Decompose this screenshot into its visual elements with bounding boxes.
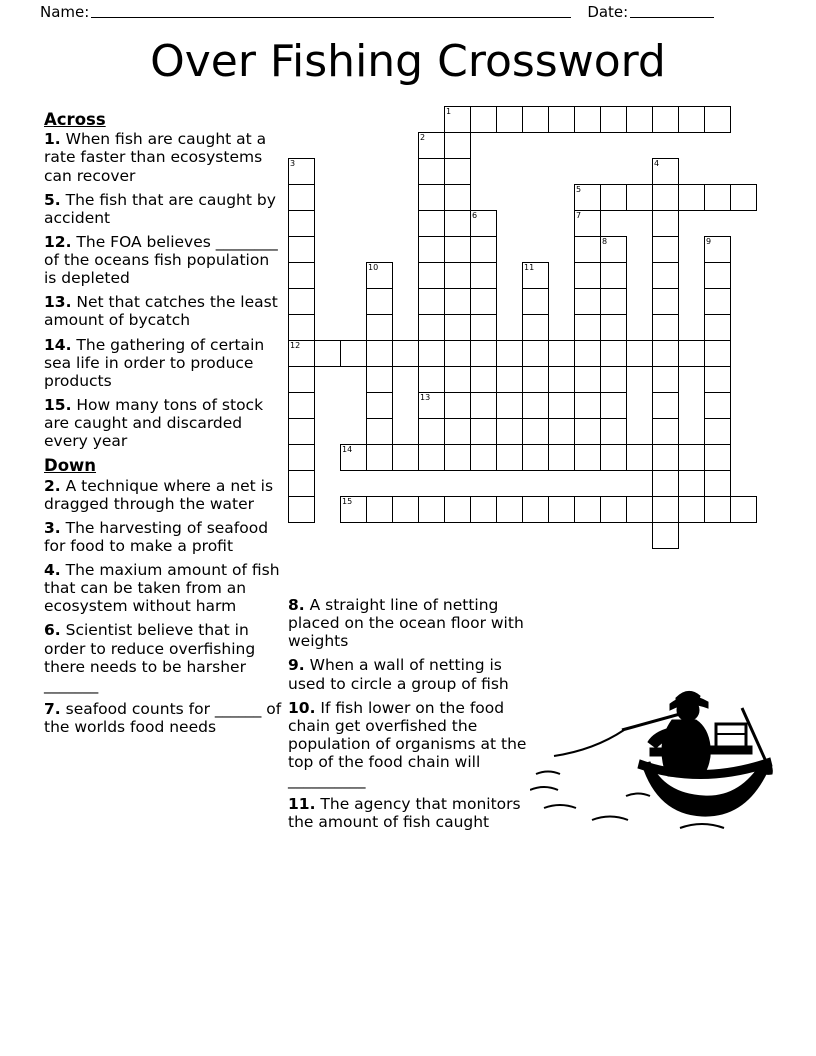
grid-cell[interactable]: [574, 262, 601, 289]
grid-cell[interactable]: [444, 158, 471, 185]
grid-cell[interactable]: [704, 236, 731, 263]
grid-cell[interactable]: [470, 392, 497, 419]
grid-cell[interactable]: [678, 106, 705, 133]
clues-column-middle: [288, 596, 528, 838]
grid-cell[interactable]: [704, 444, 731, 471]
across-clue-12: [44, 233, 284, 287]
clue-number: 14.: [44, 335, 72, 354]
grid-cell[interactable]: [496, 340, 523, 367]
grid-cell[interactable]: [496, 496, 523, 523]
clue-text: If fish lower on the food chain get overfished the population of organisms at the top of the food chain will __________: [288, 698, 527, 790]
grid-cell[interactable]: [418, 418, 445, 445]
grid-cell-number: 2: [420, 133, 426, 142]
grid-cell[interactable]: [600, 106, 627, 133]
grid-cell[interactable]: [600, 262, 627, 289]
grid-cell[interactable]: [366, 340, 393, 367]
crossword-grid[interactable]: [288, 106, 784, 592]
grid-cell-number: 13: [420, 393, 431, 402]
down-clue-4: [44, 561, 284, 615]
clue-number: 7.: [44, 699, 61, 718]
grid-cell[interactable]: [470, 210, 497, 237]
clue-text: How many tons of stock are caught and discarded every year: [44, 395, 264, 451]
grid-cell[interactable]: [314, 340, 341, 367]
grid-cell-number: 7: [576, 211, 582, 220]
grid-cell[interactable]: [574, 392, 601, 419]
grid-cell[interactable]: [366, 314, 393, 341]
grid-cell[interactable]: [574, 418, 601, 445]
grid-cell[interactable]: [470, 262, 497, 289]
grid-cell[interactable]: [626, 496, 653, 523]
grid-cell[interactable]: [652, 444, 679, 471]
grid-cell[interactable]: [626, 184, 653, 211]
grid-cell[interactable]: [288, 496, 315, 523]
grid-cell[interactable]: [418, 340, 445, 367]
grid-cell[interactable]: [288, 236, 315, 263]
grid-cell[interactable]: [600, 184, 627, 211]
grid-cell[interactable]: [574, 106, 601, 133]
grid-cell[interactable]: [392, 496, 419, 523]
across-clue-list: [44, 130, 284, 450]
grid-cell[interactable]: [574, 444, 601, 471]
grid-cell[interactable]: [418, 262, 445, 289]
down-clue-2: [44, 477, 284, 513]
clue-text: The harvesting of seafood for food to make a profit: [44, 518, 269, 555]
grid-cell[interactable]: [600, 392, 627, 419]
grid-cell[interactable]: [600, 340, 627, 367]
grid-cell[interactable]: [288, 418, 315, 445]
clue-text: When fish are caught at a rate faster than ecosystems can recover: [44, 130, 267, 185]
grid-cell[interactable]: [704, 106, 731, 133]
grid-cell[interactable]: [652, 522, 679, 549]
grid-cell[interactable]: [470, 106, 497, 133]
grid-cell[interactable]: [288, 366, 315, 393]
clue-number: 3.: [44, 518, 61, 537]
grid-cell[interactable]: [366, 366, 393, 393]
grid-cell[interactable]: [496, 106, 523, 133]
grid-cell[interactable]: [522, 106, 549, 133]
grid-cell[interactable]: [418, 496, 445, 523]
clue-number: 15.: [44, 395, 72, 414]
grid-cell[interactable]: [418, 132, 445, 159]
grid-cell[interactable]: [522, 496, 549, 523]
grid-cell[interactable]: [600, 496, 627, 523]
clue-number: 13.: [44, 293, 72, 312]
grid-cell-number: 4: [654, 159, 660, 168]
grid-cell[interactable]: [496, 392, 523, 419]
clue-number: 2.: [44, 476, 61, 495]
grid-cell[interactable]: [470, 418, 497, 445]
grid-cell[interactable]: [522, 366, 549, 393]
grid-cell[interactable]: [288, 444, 315, 471]
grid-cell[interactable]: [366, 262, 393, 289]
grid-cell[interactable]: [444, 418, 471, 445]
down-clue-9: [288, 656, 528, 692]
grid-cell[interactable]: [730, 496, 757, 523]
clue-text: seafood counts for ______ of the worlds food needs: [44, 699, 282, 737]
grid-cell[interactable]: [340, 496, 367, 523]
grid-cell[interactable]: [652, 262, 679, 289]
grid-cell[interactable]: [418, 314, 445, 341]
grid-cell[interactable]: [704, 496, 731, 523]
grid-cell-number: 15: [342, 497, 353, 506]
grid-cell[interactable]: [626, 106, 653, 133]
grid-cell[interactable]: [522, 444, 549, 471]
clues-column-left: [44, 110, 284, 742]
grid-cell[interactable]: [574, 210, 601, 237]
grid-cell[interactable]: [444, 210, 471, 237]
grid-cell[interactable]: [444, 444, 471, 471]
grid-cell[interactable]: [470, 236, 497, 263]
down-clue-8: [288, 596, 528, 650]
clue-number: 12.: [44, 232, 72, 251]
grid-cell[interactable]: [600, 366, 627, 393]
grid-cell-number: 8: [602, 237, 608, 246]
grid-cell[interactable]: [444, 366, 471, 393]
grid-cell[interactable]: [470, 496, 497, 523]
grid-cell[interactable]: [678, 184, 705, 211]
down-clue-3: [44, 519, 284, 555]
grid-cell[interactable]: [652, 314, 679, 341]
grid-cell[interactable]: [444, 106, 471, 133]
grid-cell[interactable]: [548, 340, 575, 367]
grid-cell[interactable]: [470, 314, 497, 341]
grid-cell[interactable]: [678, 444, 705, 471]
grid-cell[interactable]: [652, 210, 679, 237]
grid-cell[interactable]: [652, 496, 679, 523]
grid-cell[interactable]: [522, 418, 549, 445]
grid-cell[interactable]: [600, 418, 627, 445]
grid-cell[interactable]: [366, 418, 393, 445]
grid-cell[interactable]: [574, 184, 601, 211]
grid-cell[interactable]: [366, 288, 393, 315]
across-clue-13: [44, 293, 284, 329]
grid-cell[interactable]: [600, 288, 627, 315]
grid-cell[interactable]: [704, 418, 731, 445]
across-clue-14: [44, 336, 284, 390]
grid-cell[interactable]: [704, 392, 731, 419]
across-clue-1: [44, 130, 284, 184]
grid-cell[interactable]: [652, 106, 679, 133]
clue-text: Scientist believe that in order to reduce overfishing there needs to be harsher _______: [44, 621, 256, 694]
clue-text: A straight line of netting placed on the ocean floor with weights: [288, 596, 524, 651]
grid-cell[interactable]: [340, 444, 367, 471]
fisherman-illustration: [530, 668, 780, 868]
grid-cell[interactable]: [704, 314, 731, 341]
grid-cell[interactable]: [548, 106, 575, 133]
down-clue-10: [288, 699, 528, 790]
grid-cell[interactable]: [340, 340, 367, 367]
clue-text: When a wall of netting is used to circle a group of fish: [288, 656, 509, 693]
grid-cell[interactable]: [418, 210, 445, 237]
grid-cell[interactable]: [418, 444, 445, 471]
grid-cell[interactable]: [522, 262, 549, 289]
grid-cell[interactable]: [444, 340, 471, 367]
across-clue-5: [44, 191, 284, 227]
grid-cell[interactable]: [652, 418, 679, 445]
grid-cell[interactable]: [418, 392, 445, 419]
grid-cell[interactable]: [652, 236, 679, 263]
clue-text: The agency that monitors the amount of fish caught: [288, 795, 521, 832]
grid-cell[interactable]: [522, 340, 549, 367]
grid-cell[interactable]: [392, 444, 419, 471]
clue-number: 1.: [44, 130, 61, 149]
clue-number: 6.: [44, 621, 61, 640]
grid-cell[interactable]: [600, 314, 627, 341]
grid-cell[interactable]: [704, 184, 731, 211]
grid-cell[interactable]: [730, 184, 757, 211]
grid-cell[interactable]: [418, 236, 445, 263]
grid-cell[interactable]: [288, 470, 315, 497]
grid-cell[interactable]: [548, 496, 575, 523]
grid-cell[interactable]: [288, 210, 315, 237]
clue-number: 10.: [288, 698, 316, 717]
date-label: Date:: [587, 3, 629, 21]
grid-cell[interactable]: [522, 314, 549, 341]
grid-cell[interactable]: [392, 340, 419, 367]
grid-cell[interactable]: [678, 496, 705, 523]
grid-cell[interactable]: [288, 314, 315, 341]
name-date-bar: [40, 0, 776, 24]
grid-cell[interactable]: [626, 444, 653, 471]
grid-cell[interactable]: [418, 184, 445, 211]
grid-cell-number: 6: [472, 211, 478, 220]
grid-cell[interactable]: [600, 236, 627, 263]
grid-cell[interactable]: [288, 262, 315, 289]
grid-cell[interactable]: [652, 158, 679, 185]
name-label: Name:: [40, 3, 90, 21]
grid-cell[interactable]: [600, 444, 627, 471]
grid-cell[interactable]: [444, 496, 471, 523]
grid-cell[interactable]: [444, 314, 471, 341]
down-clue-list-left: [44, 477, 284, 737]
grid-cell[interactable]: [522, 392, 549, 419]
grid-cell-number: 5: [576, 185, 582, 194]
clue-number: 9.: [288, 656, 305, 675]
grid-cell[interactable]: [652, 288, 679, 315]
across-heading: Across: [44, 110, 106, 129]
grid-cell[interactable]: [418, 158, 445, 185]
grid-cell[interactable]: [704, 262, 731, 289]
grid-cell[interactable]: [574, 340, 601, 367]
grid-cell[interactable]: [574, 366, 601, 393]
clue-number: 5.: [44, 190, 61, 209]
grid-cell[interactable]: [366, 392, 393, 419]
grid-cell[interactable]: [652, 366, 679, 393]
grid-cell-number: 10: [368, 263, 379, 272]
clue-text: Net that catches the least amount of bycatch: [44, 293, 278, 330]
grid-cell[interactable]: [444, 262, 471, 289]
date-input-line[interactable]: [630, 6, 714, 18]
grid-cell[interactable]: [470, 366, 497, 393]
grid-cell[interactable]: [288, 340, 315, 367]
clue-text: The maxium amount of fish that can be taken from an ecosystem without harm: [44, 561, 280, 616]
grid-cell[interactable]: [444, 288, 471, 315]
clue-number: 11.: [288, 795, 316, 814]
grid-cell[interactable]: [678, 340, 705, 367]
down-clue-6: [44, 621, 284, 694]
grid-cell-number: 3: [290, 159, 296, 168]
grid-cell-number: 12: [290, 341, 301, 350]
page-title: Over Fishing Crossword: [150, 36, 666, 87]
grid-cell[interactable]: [574, 314, 601, 341]
grid-cell[interactable]: [470, 444, 497, 471]
grid-cell[interactable]: [548, 444, 575, 471]
grid-cell[interactable]: [704, 470, 731, 497]
grid-cell[interactable]: [652, 470, 679, 497]
grid-cell[interactable]: [418, 288, 445, 315]
grid-cell-number: 1: [446, 107, 452, 116]
grid-cell[interactable]: [444, 392, 471, 419]
grid-cell[interactable]: [704, 340, 731, 367]
down-clue-11: [288, 795, 528, 831]
clue-number: 8.: [288, 596, 305, 614]
grid-cell[interactable]: [288, 392, 315, 419]
grid-cell[interactable]: [652, 340, 679, 367]
name-input-line[interactable]: [91, 6, 571, 18]
grid-cell[interactable]: [288, 158, 315, 185]
grid-cell[interactable]: [574, 236, 601, 263]
grid-cell[interactable]: [652, 184, 679, 211]
grid-cell[interactable]: [418, 366, 445, 393]
grid-cell[interactable]: [496, 444, 523, 471]
clue-text: The gathering of certain sea life in order to produce products: [44, 335, 265, 390]
grid-cell[interactable]: [366, 496, 393, 523]
clue-text: The fish that are caught by accident: [44, 190, 276, 227]
grid-cell-number: 14: [342, 445, 353, 454]
grid-cell[interactable]: [470, 288, 497, 315]
grid-cell[interactable]: [704, 288, 731, 315]
grid-cell[interactable]: [444, 236, 471, 263]
down-clue-7: [44, 700, 284, 736]
down-heading: Down: [44, 456, 97, 476]
down-clue-list-middle: [288, 596, 528, 832]
grid-cell[interactable]: [548, 392, 575, 419]
grid-cell[interactable]: [626, 340, 653, 367]
clue-number: 4.: [44, 561, 61, 580]
grid-cell[interactable]: [288, 184, 315, 211]
grid-cell[interactable]: [652, 392, 679, 419]
grid-cell[interactable]: [704, 366, 731, 393]
grid-cell-number: 9: [706, 237, 712, 246]
grid-cell[interactable]: [444, 184, 471, 211]
grid-cell[interactable]: [288, 288, 315, 315]
grid-cell[interactable]: [522, 288, 549, 315]
grid-cell-number: 11: [524, 263, 535, 272]
clue-text: The FOA believes ________ of the oceans fish population is depleted: [44, 232, 278, 288]
grid-cell[interactable]: [366, 444, 393, 471]
grid-cell[interactable]: [574, 496, 601, 523]
grid-cell[interactable]: [444, 132, 471, 159]
across-clue-15: [44, 396, 284, 450]
grid-cell[interactable]: [574, 288, 601, 315]
grid-cell[interactable]: [470, 340, 497, 367]
clue-text: A technique where a net is dragged through the water: [44, 476, 274, 513]
